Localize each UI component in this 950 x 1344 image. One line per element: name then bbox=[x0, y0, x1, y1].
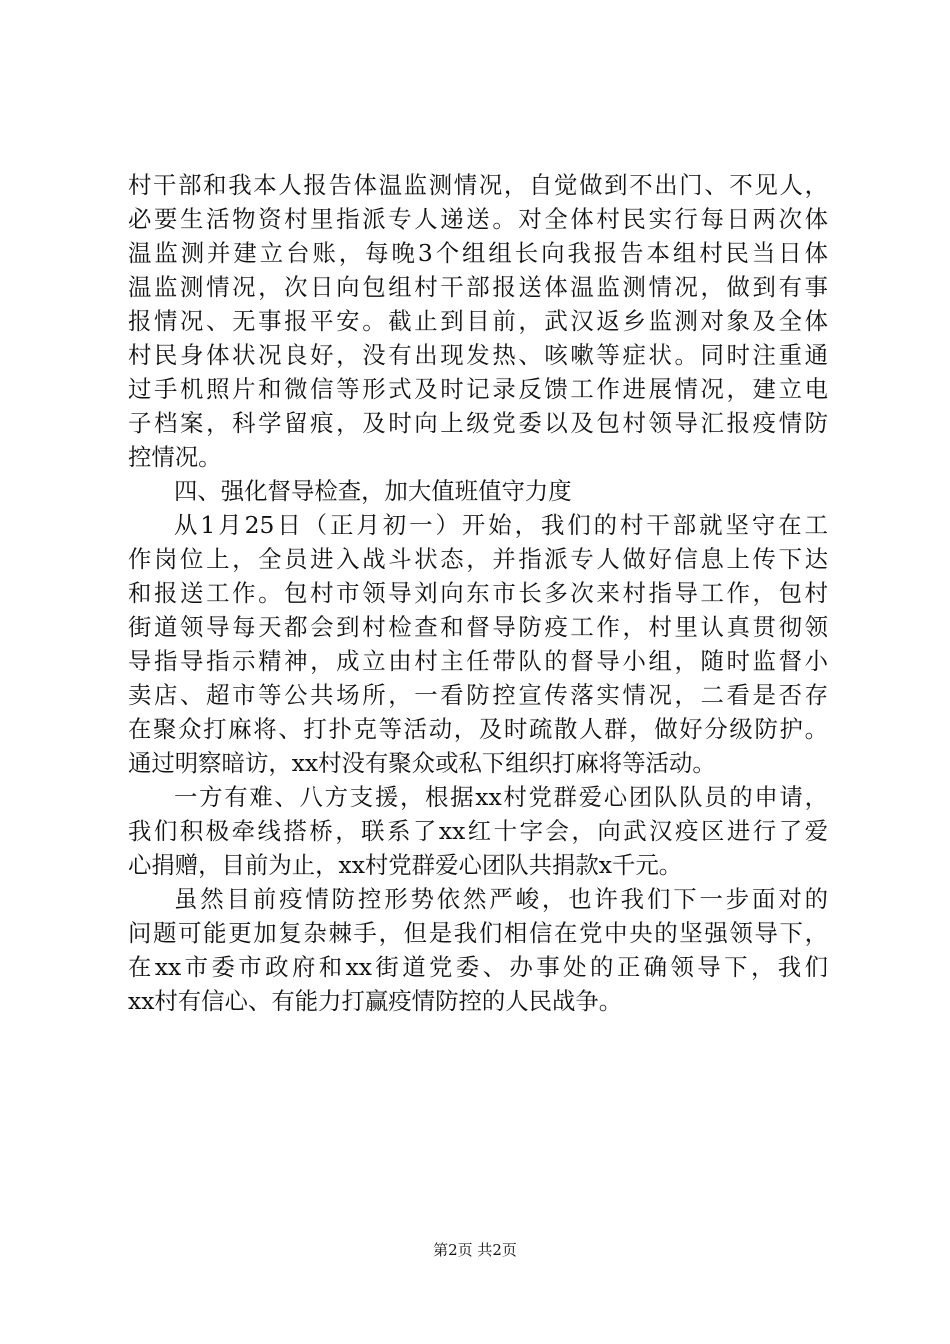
page-footer: 第2页 共2页 bbox=[433, 1241, 517, 1259]
text-line: 村干部和我本人报告体温监测情况，自觉做到不出门、不见人， bbox=[128, 171, 828, 199]
text-line: 虽然目前疫情防控形势依然严峻，也许我们下一步面对的 bbox=[174, 885, 828, 913]
text-line: 通过明察暗访，xx村没有聚众或私下组织打麻将等活动。 bbox=[128, 749, 716, 777]
text-line: 街道领导每天都会到村检查和督导防疫工作，村里认真贯彻领 bbox=[128, 613, 828, 641]
text-line: 和报送工作。包村市领导刘向东市长多次来村指导工作，包村 bbox=[128, 579, 828, 607]
text-line: 一方有难、八方支援，根据xx村党群爱心团队队员的申请， bbox=[174, 783, 828, 811]
text-line: 四、强化督导检查，加大值班值守力度 bbox=[174, 477, 572, 505]
text-line: 报情况、无事报平安。截止到目前，武汉返乡监测对象及全体 bbox=[128, 307, 828, 335]
text-line: 在聚众打麻将、打扑克等活动，及时疏散人群，做好分级防护。 bbox=[128, 715, 828, 743]
text-line: 控情况。 bbox=[128, 443, 222, 471]
text-line: 温监测并建立台账，每晚3个组组长向我报告本组村民当日体 bbox=[128, 239, 828, 267]
text-line: 子档案，科学留痕，及时向上级党委以及包村领导汇报疫情防 bbox=[128, 409, 828, 437]
text-line: 我们积极牵线搭桥，联系了xx红十字会，向武汉疫区进行了爱 bbox=[128, 817, 828, 845]
body-text bbox=[128, 168, 828, 1018]
text-line: 过手机照片和微信等形式及时记录反馈工作进展情况，建立电 bbox=[128, 375, 828, 403]
text-line: 问题可能更加复杂棘手，但是我们相信在党中央的坚强领导下， bbox=[128, 919, 828, 947]
text-line: 村民身体状况良好，没有出现发热、咳嗽等症状。同时注重通 bbox=[128, 341, 828, 369]
text-line: 卖店、超市等公共场所，一看防控宣传落实情况，二看是否存 bbox=[128, 681, 828, 709]
text-line: 从1月25日（正月初一）开始，我们的村干部就坚守在工 bbox=[174, 511, 828, 539]
text-line: 导指导指示精神，成立由村主任带队的督导小组，随时监督小 bbox=[128, 647, 828, 675]
text-line: 在xx市委市政府和xx街道党委、办事处的正确领导下，我们 bbox=[128, 953, 828, 981]
text-line: 心捐赠，目前为止，xx村党群爱心团队共捐款x千元。 bbox=[128, 851, 683, 879]
text-line: 必要生活物资村里指派专人递送。对全体村民实行每日两次体 bbox=[128, 205, 828, 233]
text-line: xx村有信心、有能力打赢疫情防控的人民战争。 bbox=[128, 987, 623, 1015]
text-line: 作岗位上，全员进入战斗状态，并指派专人做好信息上传下达 bbox=[128, 545, 828, 573]
text-line: 温监测情况，次日向包组村干部报送体温监测情况，做到有事 bbox=[128, 273, 828, 301]
